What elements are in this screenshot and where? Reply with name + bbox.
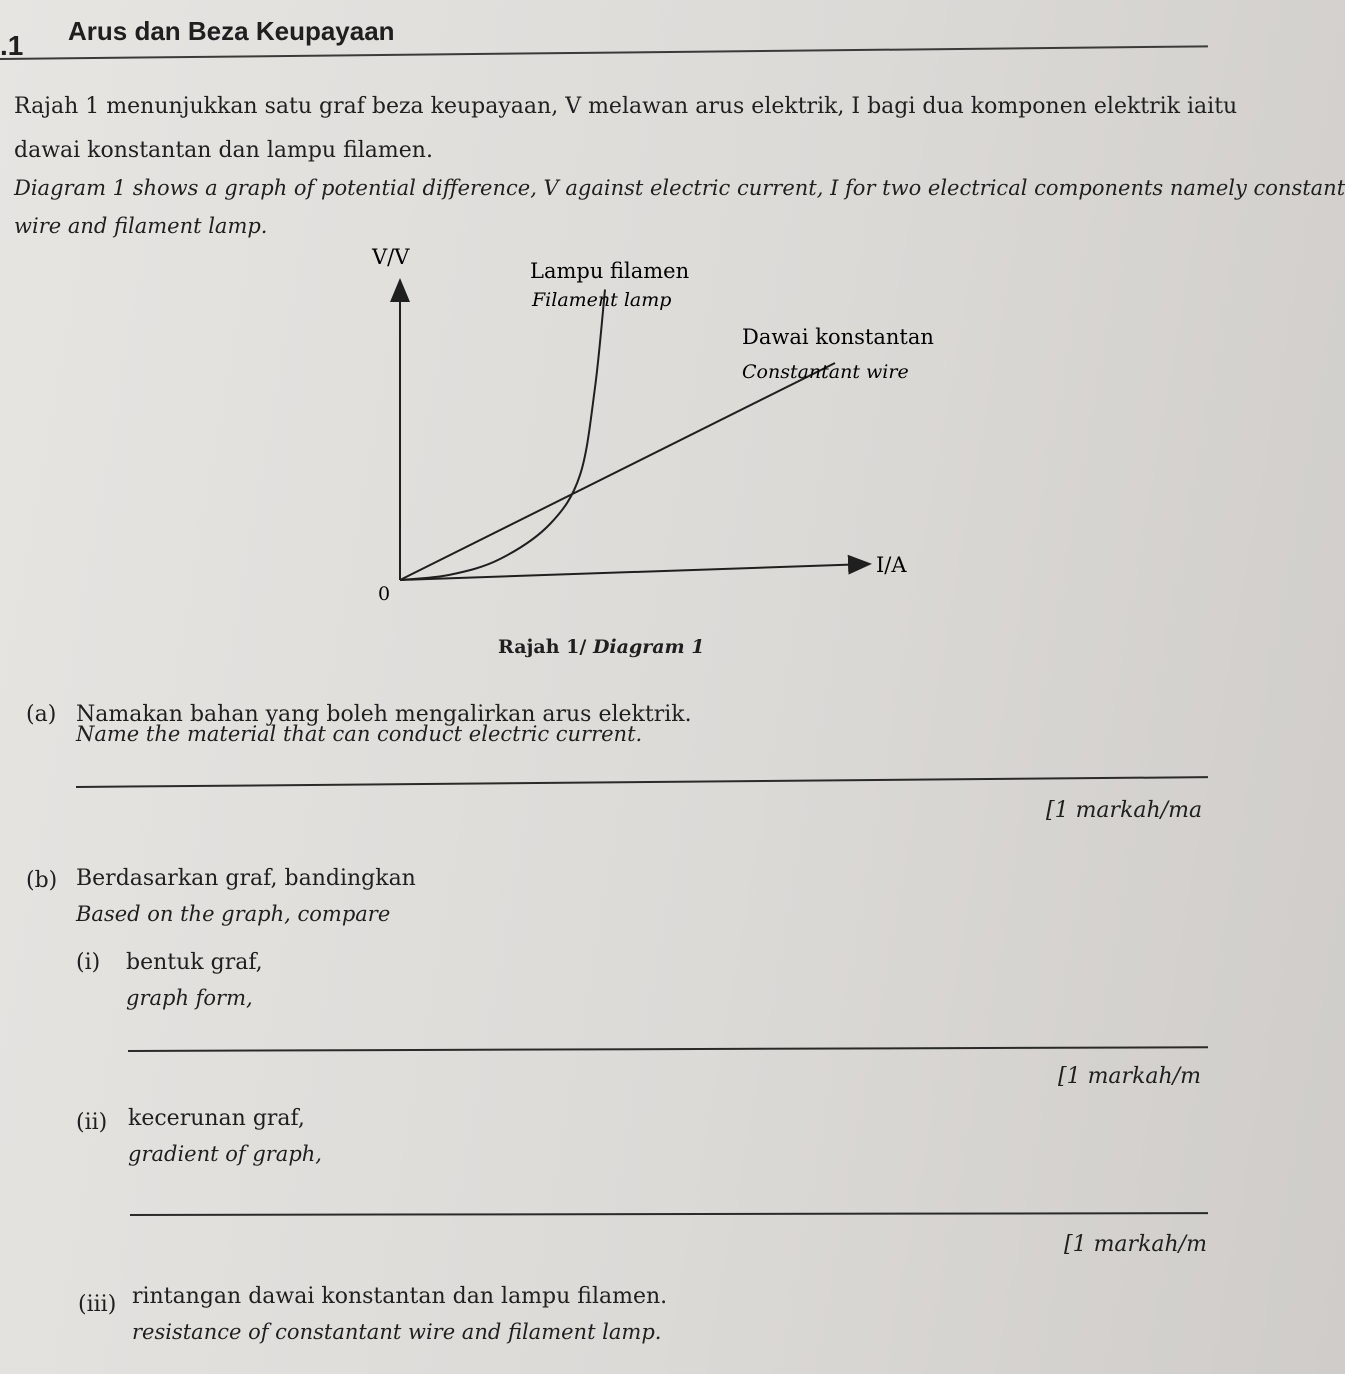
- section-title: Arus dan Beza Keupayaan: [68, 16, 395, 46]
- question-b-iii-malay: rintangan dawai konstantan dan lampu filamen.: [132, 1284, 668, 1309]
- vi-graph: [0, 0, 1208, 640]
- constantan-wire-line: [400, 363, 835, 580]
- constantan-wire-label-en: Constantant wire: [742, 361, 909, 383]
- question-b-ii-english: gradient of graph,: [128, 1142, 322, 1166]
- question-b-ii-malay: kecerunan graf,: [128, 1106, 305, 1131]
- caption-malay: Rajah 1/: [498, 636, 587, 658]
- filament-lamp-curve: [400, 290, 605, 581]
- question-b-i-marks: [1 markah/m: [1058, 1064, 1201, 1089]
- x-axis: [400, 564, 868, 580]
- question-b-iii-english: resistance of constantant wire and filament lamp.: [132, 1320, 662, 1344]
- origin-label: 0: [378, 583, 391, 605]
- question-b-iii-label: (iii): [78, 1292, 117, 1317]
- question-a-marks: [1 markah/ma: [1046, 798, 1203, 823]
- question-a-english: Name the material that can conduct electric current.: [76, 722, 643, 746]
- y-axis-label: V/V: [372, 245, 410, 269]
- caption-english: Diagram 1: [592, 636, 705, 658]
- question-b-i-malay: bentuk graf,: [126, 950, 263, 975]
- x-axis-label: I/A: [876, 553, 907, 577]
- filament-lamp-label: Lampu filamen: [530, 259, 690, 283]
- intro-malay-line2: dawai konstantan dan lampu filamen.: [14, 138, 433, 163]
- intro-english-line2: wire and filament lamp.: [14, 214, 268, 238]
- intro-malay-line1: Rajah 1 menunjukkan satu graf beza keupayaan, V melawan arus elektrik, I bagi dua komponen elektrik iaitu: [14, 94, 1238, 119]
- question-b-label: (b): [26, 868, 58, 893]
- question-a-malay: Namakan bahan yang boleh mengalirkan arus elektrik.: [76, 702, 692, 727]
- question-b-english: Based on the graph, compare: [76, 902, 391, 926]
- section-number: .1: [0, 30, 24, 61]
- filament-lamp-label-en: Filament lamp: [532, 289, 672, 311]
- constantan-wire-label: Dawai konstantan: [742, 325, 934, 349]
- question-b-i-label: (i): [76, 950, 101, 975]
- question-b-malay: Berdasarkan graf, bandingkan: [76, 866, 416, 891]
- question-b-ii-marks: [1 markah/m: [1064, 1232, 1207, 1257]
- diagram-caption: [498, 636, 705, 658]
- intro-english-line1: Diagram 1 shows a graph of potential difference, V against electric current, I for two electrical components namely constant: [14, 176, 1345, 200]
- question-b-ii-label: (ii): [76, 1110, 108, 1135]
- question-b-i-english: graph form,: [126, 986, 253, 1010]
- answer-line-b-i[interactable]: [128, 1046, 1208, 1052]
- answer-line-a[interactable]: [76, 776, 1208, 788]
- answer-line-b-ii[interactable]: [130, 1212, 1208, 1216]
- question-a-label: (a): [26, 702, 57, 727]
